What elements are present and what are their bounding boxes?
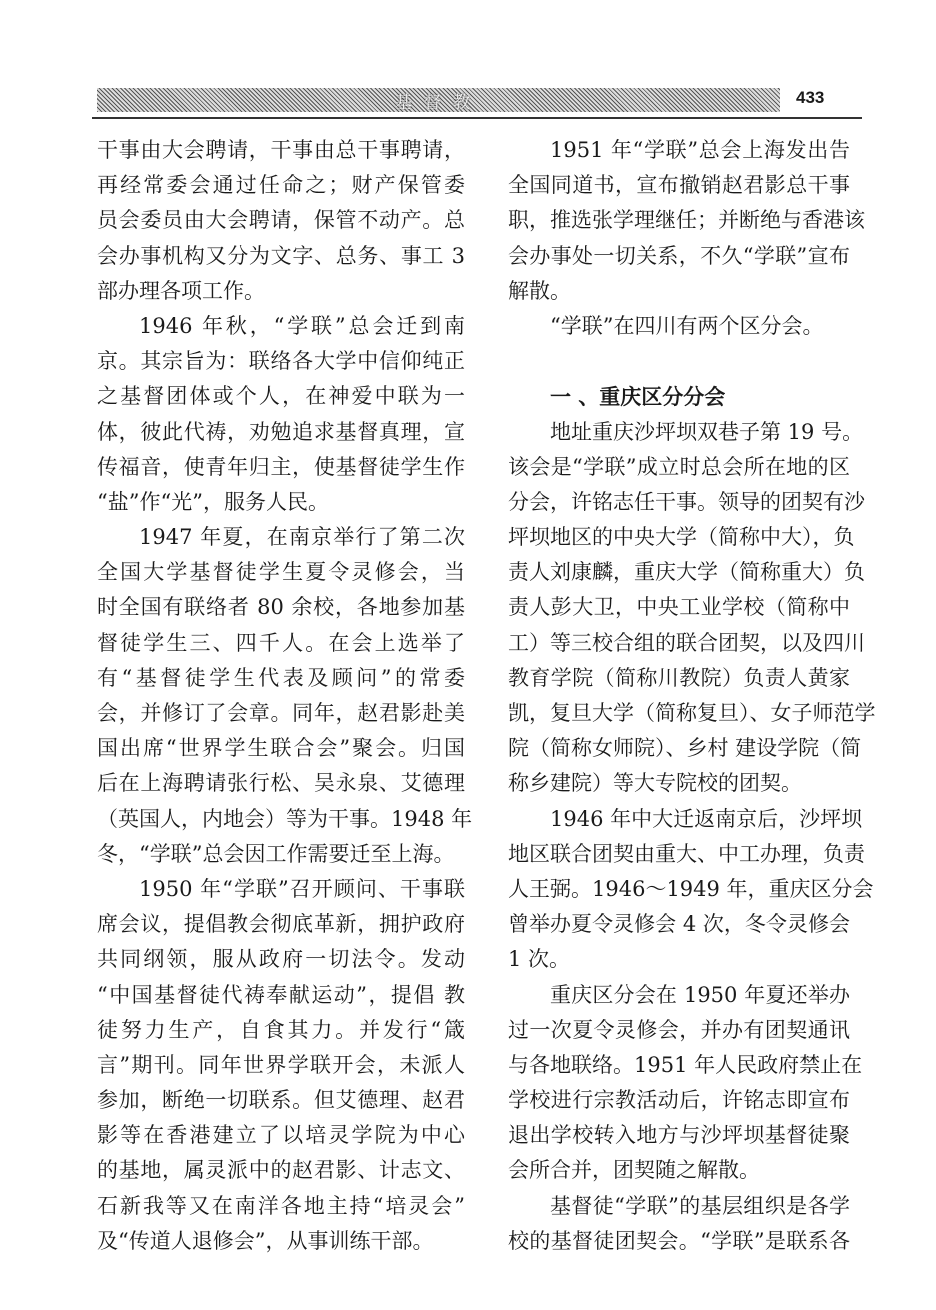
text-line: “中国基督徒代祷奉献运动”，提倡 教 — [97, 982, 465, 1007]
text-line: 基督徒“学联”的基层组织是各学 — [550, 1193, 850, 1218]
text-line: 的基地，属灵派中的赵君影、计志文、 — [97, 1158, 465, 1183]
text-line: 学校进行宗教活动后，许铭志即宣布 — [508, 1088, 850, 1113]
text-line: 冬，“学联”总会因工作需要迁至上海。 — [97, 841, 455, 866]
text-line: 京。其宗旨为：联络各大学中信仰纯正 — [97, 349, 465, 374]
running-header-bar — [97, 88, 780, 112]
text-line: 该会是“学联”成立时总会所在地的区 — [508, 454, 850, 479]
text-line: 1946 年秋，“学联”总会迁到南 — [139, 313, 465, 338]
paragraph — [97, 872, 465, 1259]
text-line: 后在上海聘请张行松、吴永泉、艾德理 — [97, 771, 465, 796]
paragraph — [508, 415, 876, 802]
text-line: 坪坝地区的中央大学（简称中大），负 — [508, 525, 855, 550]
paragraph — [508, 133, 865, 309]
running-header-title: 基督教 — [395, 92, 482, 113]
paragraph — [97, 309, 465, 520]
text-line: 参加，断绝一切联系。但艾德理、赵君 — [97, 1088, 465, 1113]
text-line: 时全国有联络者 80 余校，各地参加基 — [97, 595, 465, 620]
text-line: 会办事处一切关系，不久“学联”宣布 — [508, 243, 850, 268]
text-line: 言”期刊。同年世界学联开会，未派人 — [97, 1052, 465, 1077]
text-line: 与各地联络。1951 年人民政府禁止在 — [508, 1052, 863, 1077]
text-line: 影等在香港建立了以培灵学院为中心 — [97, 1123, 465, 1148]
paragraph — [508, 802, 874, 978]
text-line: 地区联合团契由重大、中工办理，负责 — [508, 841, 865, 866]
paragraph — [508, 978, 863, 1189]
paragraph — [97, 133, 465, 309]
text-line: 过一次夏令灵修会，并办有团契通讯 — [508, 1017, 850, 1042]
text-line: 1946 年中大迁返南京后，沙坪坝 — [550, 806, 863, 831]
paragraph — [508, 309, 850, 344]
page-number: 433 — [796, 88, 825, 107]
text-line: 称乡建院）等大专院校的团契。 — [508, 771, 802, 796]
text-line: 有“基督徒学生代表及顾问”的常委 — [97, 665, 465, 690]
text-line: 体，彼此代祷，劝勉追求基督真理，宣 — [97, 419, 465, 444]
text-line: 席会议，提倡教会彻底革新，拥护政府 — [97, 912, 465, 937]
text-line: 凯，复旦大学（简称复旦）、女子师范学 — [508, 701, 876, 725]
text-line: 解散。 — [508, 278, 571, 303]
text-line: 国出席“世界学生联合会”聚会。归国 — [97, 736, 465, 761]
text-line: 干事由大会聘请，干事由总干事聘请， — [97, 138, 465, 162]
text-line: 会所合并，团契随之解散。 — [508, 1158, 760, 1183]
text-line: 退出学校转入地方与沙坪坝基督徒聚 — [508, 1123, 850, 1148]
text-line: 再经常委会通过任命之；财产保管委 — [97, 173, 465, 198]
text-line: 1 次。 — [508, 947, 571, 972]
header-rule — [92, 117, 862, 119]
text-line: 责人彭大卫，中央工业学校（简称中 — [508, 595, 850, 620]
text-line: 徒努力生产，自食其力。并发行“箴 — [97, 1017, 465, 1042]
text-line: 重庆区分会在 1950 年夏还举办 — [550, 982, 850, 1007]
text-line: 1950 年“学联”召开顾问、干事联 — [139, 876, 465, 901]
text-line: 分会，许铭志任干事。领导的团契有沙 — [508, 489, 865, 514]
text-line: 共同纲领，服从政府一切法令。发动 — [97, 947, 465, 972]
text-line: 职，推选张学理继任；并断绝与香港该 — [508, 208, 865, 233]
text-line: 督徒学生三、四千人。在会上选举了 — [97, 630, 465, 655]
text-line: 部办理各项工作。 — [97, 278, 265, 303]
text-line: 会，并修订了会章。同年，赵君影赴美 — [97, 701, 465, 725]
text-line: 员会委员由大会聘请，保管不动产。总 — [97, 208, 465, 233]
section-heading: 一 、重庆区分分会 — [550, 384, 726, 410]
text-line: 全国大学基督徒学生夏令灵修会，当 — [97, 560, 465, 585]
text-line: 地址重庆沙坪坝双巷子第 19 号。 — [550, 419, 864, 444]
text-line: 人王弼。1946～1949 年，重庆区分会 — [508, 876, 874, 901]
paragraph — [97, 520, 473, 872]
text-line: 传福音，使青年归主，使基督徒学生作 — [97, 454, 465, 479]
text-line: 石新我等又在南洋各地主持“培灵会” — [97, 1193, 465, 1218]
text-line: 工）等三校合组的联合团契，以及四川 — [508, 630, 865, 655]
text-line: 之基督团体或个人，在神爱中联为一 — [97, 384, 465, 409]
text-line: 1947 年夏，在南京举行了第二次 — [139, 525, 465, 550]
text-line: “学联”在四川有两个区分会。 — [550, 313, 824, 338]
text-line: 校的基督徒团契会。“学联”是联系各 — [508, 1228, 850, 1253]
text-line: 及“传道人退修会”，从事训练干部。 — [97, 1228, 434, 1253]
right-column — [508, 133, 876, 1259]
text-line: 会办事机构又分为文字、总务、事工 3 — [97, 243, 465, 268]
left-column — [97, 133, 473, 1259]
text-line: 1951 年“学联”总会上海发出告 — [550, 138, 850, 162]
section-gap — [508, 344, 850, 379]
text-line: “盐”作“光”，服务人民。 — [97, 489, 329, 514]
text-line: （英国人，内地会）等为干事。1948 年 — [97, 806, 473, 831]
text-line: 曾举办夏令灵修会 4 次，冬令灵修会 — [508, 912, 850, 937]
paragraph — [508, 1189, 850, 1259]
text-line: 院（简称女师院）、乡村 建设学院（简 — [508, 736, 862, 761]
text-line: 责人刘康麟，重庆大学（简称重大）负 — [508, 560, 865, 585]
text-line: 全国同道书，宣布撤销赵君影总干事 — [508, 173, 850, 198]
text-line: 教育学院（简称川教院）负责人黄家 — [508, 665, 850, 690]
